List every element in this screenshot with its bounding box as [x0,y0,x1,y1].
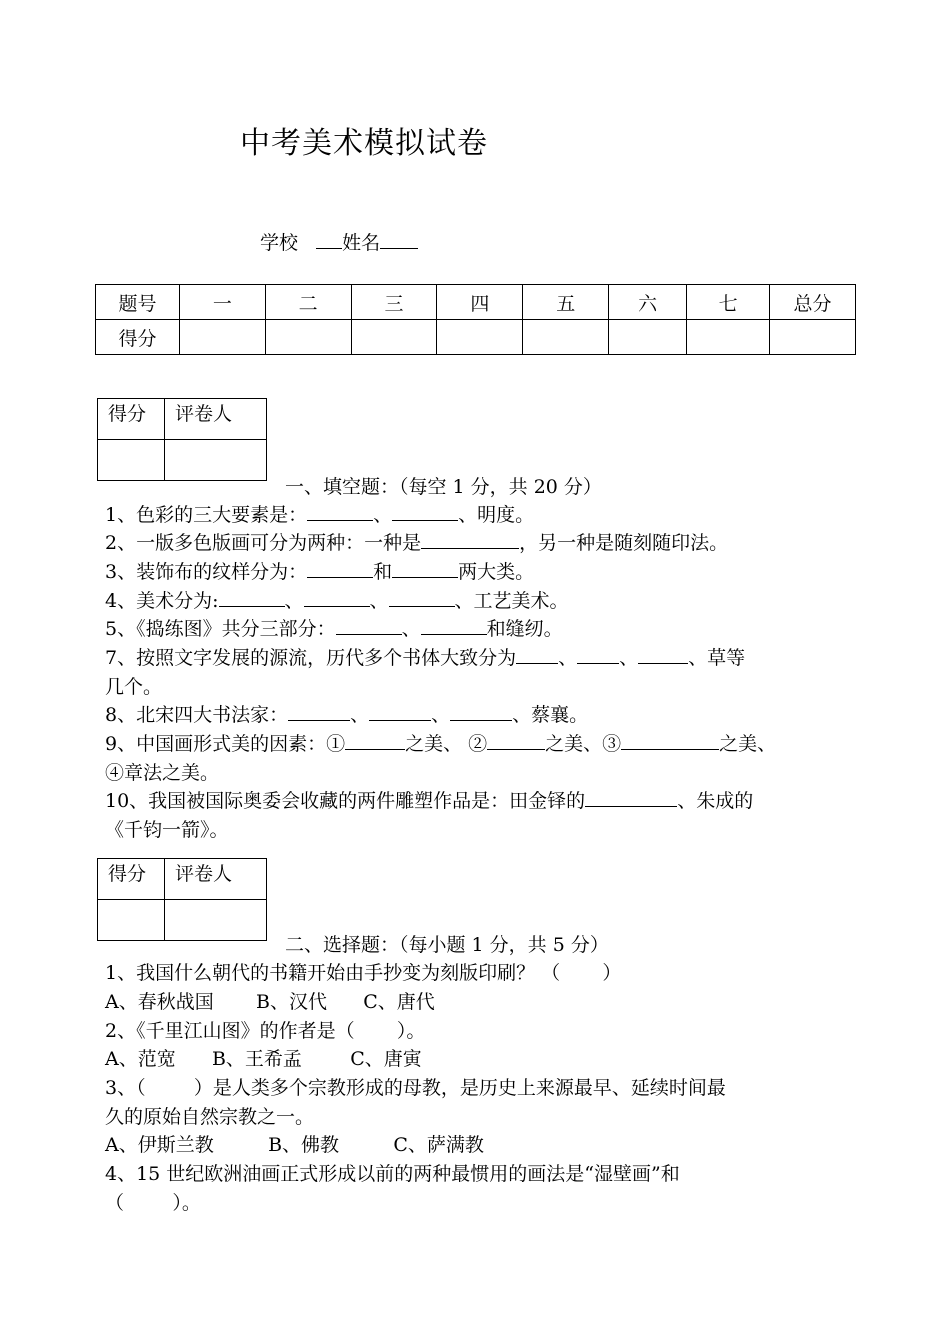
q-text: 、工艺美术。 [454,590,569,612]
answer-blank[interactable] [450,702,512,721]
q-text: 、蔡襄。 [512,704,589,726]
q-text: 7、按照文字发展的源流，历代多个书体大致分为 [105,647,517,669]
answer-blank[interactable] [389,588,455,607]
q-text: 和 [373,561,393,583]
score-row-label: 得分 [96,320,180,355]
answer-blank[interactable] [345,731,405,750]
answer-blank[interactable] [638,645,688,664]
grader-box-1 [97,398,267,481]
q-text: ，另一种是随刻随印法。 [519,532,729,554]
section2-heading: 二、选择题：（每小题 1 分，共 5 分） [285,934,609,956]
grader-name-label: 评卷人 [165,859,267,900]
question-9 [105,730,776,758]
name-label: 姓名 [342,232,381,254]
question-7 [105,644,745,672]
page-title: 中考美术模拟试卷 [240,126,488,161]
q-text: 、 [350,704,370,726]
answer-blank[interactable] [304,588,370,607]
choice-question-1: 1、我国什么朝代的书籍开始由手抄变为刻版印刷？ （ ） [105,962,622,984]
answer-blank[interactable] [307,559,373,578]
q-text: 4、美术分为: [105,590,219,612]
name-blank[interactable] [380,230,418,249]
choice-options-1[interactable]: A、春秋战国 B、汉代 C、唐代 [105,991,435,1013]
table-header-cell: 四 [437,285,523,320]
q-text: 和缝纫。 [486,618,563,640]
q-text: 9、中国画形式美的因素：① [105,733,346,755]
table-header-cell: 题号 [96,285,180,320]
q-text: 之美、③ [545,733,622,755]
school-name-line [260,228,418,255]
question-4 [105,587,569,615]
choice-options-2[interactable]: A、范宽 B、王希孟 C、唐寅 [105,1048,422,1070]
question-7-cont: 几个。 [105,676,163,698]
choice-question-4: 4、15 世纪欧洲油画正式形成以前的两种最惯用的画法是“湿壁画”和 [105,1163,680,1185]
choice-question-3: 3、（ ）是人类多个宗教形成的母教，是历史上来源最早、延续时间最 [105,1077,726,1099]
score-cell[interactable] [437,320,523,355]
answer-blank[interactable] [421,616,487,635]
question-3 [105,558,534,586]
answer-blank[interactable] [421,530,519,549]
score-cell[interactable] [609,320,687,355]
table-header-cell: 总分 [770,285,856,320]
q-text: 、 [284,590,304,612]
q-text: 之美、 ② [405,733,488,755]
score-table-header-row [96,285,856,320]
q-text: 、朱成的 [677,790,754,812]
score-cell[interactable] [687,320,770,355]
question-1 [105,501,534,529]
choice-question-2: 2、《千里江山图》的作者是（ ）。 [105,1020,426,1042]
score-cell[interactable] [770,320,856,355]
question-10 [105,787,753,815]
q-text: 、明度。 [458,504,535,526]
answer-blank[interactable] [585,788,677,807]
school-label: 学校 [260,232,299,254]
answer-blank[interactable] [307,502,373,521]
q-text: 、 [369,590,389,612]
question-8 [105,701,588,729]
question-2 [105,529,728,557]
question-9-cont: ④章法之美。 [105,762,220,784]
table-header-cell: 三 [351,285,437,320]
school-blank[interactable] [316,230,342,249]
score-table-score-row [96,320,856,355]
q-text: 1、色彩的三大要素是： [105,504,308,526]
choice-question-3-cont: 久的原始自然宗教之一。 [105,1106,315,1128]
table-header-cell: 六 [609,285,687,320]
q-text: 两大类。 [458,561,535,583]
answer-blank[interactable] [577,645,619,664]
grader-name-label: 评卷人 [165,399,267,440]
answer-blank[interactable] [336,616,402,635]
score-cell[interactable] [265,320,351,355]
grader-box-2 [97,858,267,941]
choice-question-4-cont: （ ）。 [105,1192,201,1214]
q-text: 、 [558,647,578,669]
answer-blank[interactable] [621,731,719,750]
grader-name-cell[interactable] [165,900,267,941]
score-cell[interactable] [523,320,609,355]
table-header-cell: 二 [265,285,351,320]
q-text: 5、《捣练图》共分三部分： [105,618,336,640]
score-table [95,284,856,355]
table-header-cell: 七 [687,285,770,320]
answer-blank[interactable] [516,645,558,664]
question-5 [105,615,563,643]
table-header-cell: 一 [179,285,265,320]
q-text: 、 [373,504,393,526]
answer-blank[interactable] [392,502,458,521]
table-header-cell: 五 [523,285,609,320]
answer-blank[interactable] [369,702,431,721]
question-10-cont: 《千钧一箭》。 [105,819,229,841]
q-text: 、草等 [688,647,746,669]
q-text: 3、装饰布的纹样分为： [105,561,308,583]
q-text: 2、一版多色版画可分为两种：一种是 [105,532,422,554]
answer-blank[interactable] [392,559,458,578]
q-text: 之美、 [719,733,777,755]
grader-score-label: 得分 [98,859,165,900]
q-text: 8、北宋四大书法家： [105,704,289,726]
score-cell[interactable] [179,320,265,355]
answer-blank[interactable] [487,731,545,750]
grader-score-label: 得分 [98,399,165,440]
section1-heading: 一、填空题：（每空 1 分，共 20 分） [285,476,602,498]
q-text: 、 [619,647,639,669]
grader-score-cell[interactable] [98,900,165,941]
q-text: 、 [401,618,421,640]
grader-name-cell[interactable] [165,440,267,481]
q-text: 、 [431,704,451,726]
answer-blank[interactable] [288,702,350,721]
q-text: 10、我国被国际奥委会收藏的两件雕塑作品是：田金铎的 [105,790,586,812]
score-cell[interactable] [351,320,437,355]
answer-blank[interactable] [219,588,285,607]
choice-options-3[interactable]: A、伊斯兰教 B、佛教 C、萨满教 [105,1134,484,1156]
grader-score-cell[interactable] [98,440,165,481]
